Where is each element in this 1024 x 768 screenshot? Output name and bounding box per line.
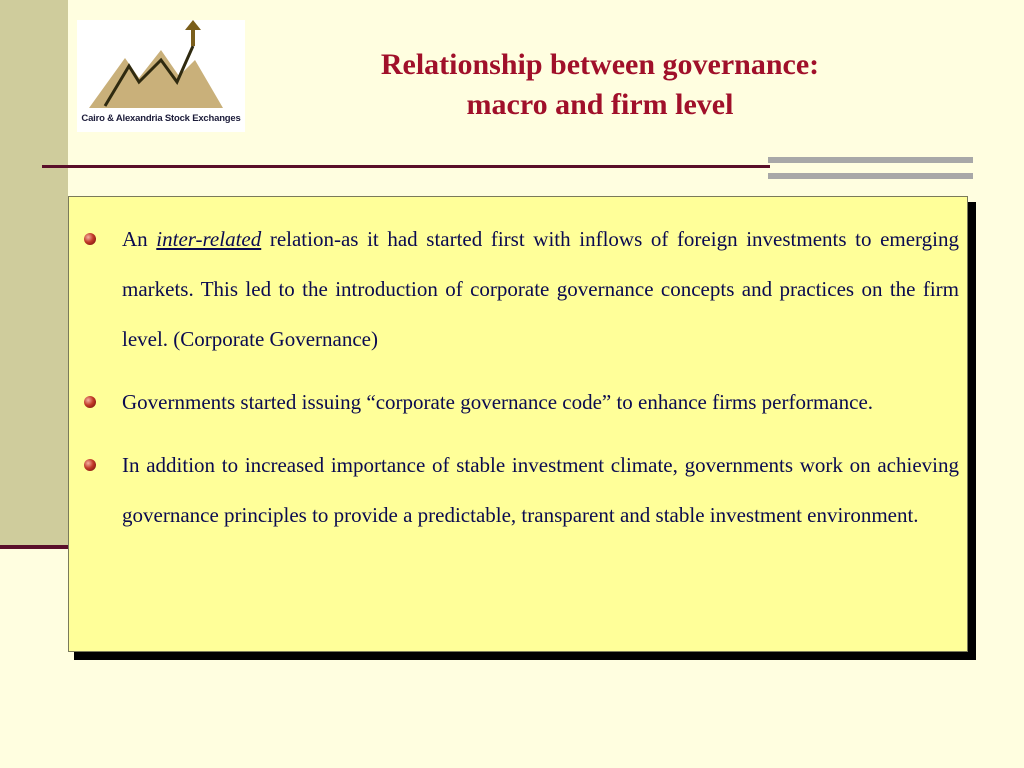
bullet-text: relation-as it had started first with inflows of foreign investments to emerging markets. This led to the introduction of corporate governance concepts and practices on the firm level. (Corporate Governance) <box>122 227 959 351</box>
title-line-2: macro and firm level <box>466 88 734 121</box>
decor-grey-bar-bottom <box>768 173 973 179</box>
slide-title <box>290 45 910 125</box>
bullet-icon <box>84 459 96 471</box>
title-line-1: Relationship between governance: <box>380 48 820 81</box>
bullet-item <box>122 377 959 427</box>
bullet-emphasis: inter-related <box>156 227 262 251</box>
title-divider <box>42 165 770 168</box>
bullet-item <box>122 440 959 540</box>
bullet-list <box>122 214 959 553</box>
exchange-logo <box>77 20 245 132</box>
bullet-icon <box>84 233 96 245</box>
decor-grey-bar-top <box>768 157 973 163</box>
bullet-icon <box>84 396 96 408</box>
bullet-text: In addition to increased importance of stable investment climate, governments work on achieving governance principles to provide a predictable, transparent and stable investment environment. <box>122 453 959 527</box>
bullet-text: Governments started issuing “corporate governance code” to enhance firms performance. <box>122 390 874 414</box>
bullet-item <box>122 214 959 364</box>
left-side-rule <box>0 545 68 549</box>
bullet-prefix: An <box>122 227 157 251</box>
left-side-band <box>0 0 68 548</box>
content-box <box>68 196 968 652</box>
logo-caption: Cairo & Alexandria Stock Exchanges <box>81 113 241 124</box>
